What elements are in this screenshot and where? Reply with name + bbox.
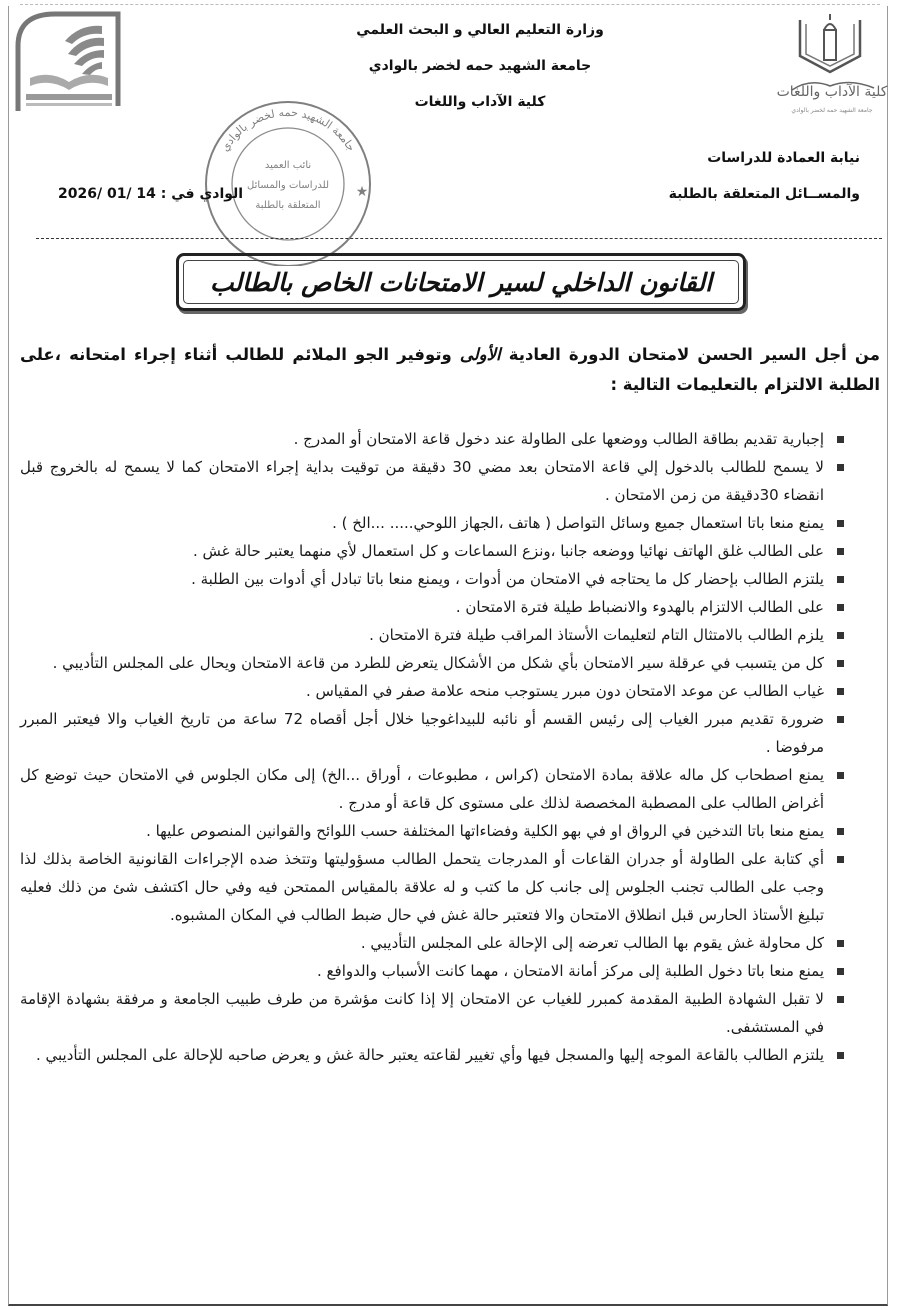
title-frame (176, 253, 746, 311)
intro-handwritten-word: الأولى (459, 345, 501, 364)
rule-item (20, 453, 852, 509)
header-separator (36, 238, 882, 239)
rule-text: أي كتابة على الطاولة أو جدران القاعات أو المدرجات يتحمل الطالب مسؤوليتها وتتخذ ضده الإجراءات القانونية الخاصة بذلك لذا وجب على الطالب تجنب الجلوس إلى جانب كل ما كتب و له علاقة بالمقياس الممتحن فيه وفي حال اكتشف شئ من ذلك فعليه تبليغ الأستاذ الحارس قبل انطلاق الامتحان والا فتعتبر حالة غش في حال ضبط الطالب في المكان المشبوه. (20, 850, 824, 924)
rule-text: كل من يتسبب في عرقلة سير الامتحان بأي شكل من الأشكال يتعرض للطرد من قاعة الامتحان ويحال على المجلس التأديبي . (52, 654, 824, 672)
faculty-logo-subcaption: جامعة الشهيد حمه لخضر بالوادي (791, 107, 873, 114)
rule-item (20, 845, 852, 929)
bullet-icon (837, 716, 844, 723)
rule-text: يمنع منعا باتا استعمال جميع وسائل التواصل ( هاتف ،الجهاز اللوحي..... ...الخ ) . (332, 514, 824, 532)
bullet-icon (837, 576, 844, 583)
rule-text: يمنع منعا باتا دخول الطلبة إلى مركز أمانة الامتحان ، مهما كانت الأسباب والدوافع . (317, 962, 824, 980)
bullet-icon (837, 464, 844, 471)
svg-text:جامعة الشهيد حمه لخضر بالوادي (218, 106, 358, 154)
date-line (58, 186, 243, 202)
rule-text: كل محاولة غش يقوم بها الطالب تعرضه إلى الإحالة على المجلس التأديبي . (360, 934, 824, 952)
university-logo-icon (10, 6, 128, 114)
faculty-name: كلية الآداب واللغات (414, 94, 546, 110)
bullet-icon (837, 688, 844, 695)
rule-text: على الطالب غلق الهاتف نهائيا ووضعه جانبا ،ونزع السماعات و كل استعمال لأي منهما يعتبر حالة غش . (193, 542, 824, 560)
bullet-icon (837, 632, 844, 639)
rule-text: يلتزم الطالب بإحضار كل ما يحتاجه في الامتحان من أدوات ، ويمنع منعا باتا تبادل أي أدوات بين الطلبة . (191, 570, 824, 588)
rule-text: يمنع منعا باتا التدخين في الرواق او في بهو الكلية وفضاءاتها المختلفة حسب اللوائح والقوانين المنصوص عليها . (146, 822, 824, 840)
rule-item (20, 593, 852, 621)
bullet-icon (837, 772, 844, 779)
rule-item (20, 985, 852, 1041)
rule-text: على الطالب الالتزام بالهدوء والانضباط طيلة فترة الامتحان . (455, 598, 824, 616)
faculty-logo (770, 8, 890, 120)
rule-item (20, 509, 852, 537)
university-name: جامعة الشهيد حمه لخضر بالوادي (368, 58, 592, 74)
intro-text-after: وتوفير الجو الملائم للطالب أثناء إجراء امتحانه ،على الطلبة الالتزام بالتعليمات التالية : (20, 345, 880, 394)
stamp-line-3: المتعلقة بالطلبة (255, 200, 321, 211)
rule-item (20, 929, 852, 957)
university-logo (10, 6, 128, 114)
ministry-name: وزارة التعليم العالي و البحث العلمي (356, 22, 604, 38)
date-label: الوادي في : (160, 186, 244, 202)
rule-item (20, 705, 852, 761)
rule-item (20, 677, 852, 705)
rule-item (20, 621, 852, 649)
rule-text: لا يسمح للطالب بالدخول إلي قاعة الامتحان بعد مضي 30 دقيقة من توقيت بداية إجراء الامتحان كما لا يسمح له بالخروج قبل انقضاء 30دقيقة من زمن الامتحان . (20, 458, 824, 504)
faculty-logo-caption: كلية الآداب واللغات (776, 84, 888, 100)
bullet-icon (837, 604, 844, 611)
stamp-line-1: نائب العميد (264, 160, 312, 171)
rule-item (20, 1041, 852, 1069)
bullet-icon (837, 436, 844, 443)
rule-item (20, 565, 852, 593)
rule-text: ضرورة تقديم مبرر الغياب إلى رئيس القسم أو نائبه للبيداغوجيا خلال أجل أقصاه 72 ساعة من تاريخ الغياب والا فيعتبر المبرر مرفوضا . (20, 710, 824, 756)
stamp-icon (196, 96, 380, 266)
rule-item (20, 817, 852, 845)
department-block (669, 148, 860, 220)
bullet-icon (837, 548, 844, 555)
rule-item (20, 957, 852, 985)
top-border (20, 4, 880, 5)
bullet-icon (837, 1052, 844, 1059)
document-title: القانون الداخلي لسير الامتحانات الخاص بالطالب (209, 267, 713, 297)
bullet-icon (837, 828, 844, 835)
rule-text: لا تقبل الشهادة الطبية المقدمة كمبرر للغياب عن الامتحان إلا إذا كانت مؤشرة من طرف طبيب الجامعة و مرفقة بشهادة الإقامة في المستشفى. (20, 990, 824, 1036)
rule-item (20, 761, 852, 817)
rule-item (20, 425, 852, 453)
intro-paragraph (20, 340, 880, 400)
department-line-1: نيابة العمادة للدراسات (707, 150, 860, 166)
date-value: 2026/ 01/ 14 (58, 186, 156, 202)
bullet-icon (837, 940, 844, 947)
department-line-2: والمســائل المتعلقة بالطلبة (668, 186, 860, 202)
bullet-icon (837, 996, 844, 1003)
stamp-outer-text: جامعة الشهيد حمه لخضر بالوادي (218, 105, 358, 154)
faculty-logo-icon (770, 8, 890, 120)
stamp-star-icon: ★ (355, 184, 369, 200)
bullet-icon (837, 968, 844, 975)
bullet-icon (837, 520, 844, 527)
rule-text: إجبارية تقديم بطاقة الطالب ووضعها على الطاولة عند دخول قاعة الامتحان أو المدرج . (293, 430, 824, 448)
bullet-icon (837, 856, 844, 863)
rule-text: يلتزم الطالب بالقاعة الموجه إليها والمسجل فيها وأي تغيير لقاعته يعتبر حالة غش و يعرض صاحبه للإحالة على المجلس التأديبي . (35, 1046, 824, 1064)
official-stamp (196, 96, 380, 266)
rule-item (20, 649, 852, 677)
rule-item (20, 537, 852, 565)
rule-text: يمنع اصطحاب كل ماله علاقة بمادة الامتحان (كراس ، مطبوعات ، أوراق ...الخ) إلى مكان الجلوس في الامتحان حيث توضع كل أغراض الطالب على المصطبة المخصصة لذلك على مستوى كل قاعة أو مدرج . (20, 766, 824, 812)
rules-list (20, 425, 852, 1069)
bullet-icon (837, 660, 844, 667)
rule-text: غياب الطالب عن موعد الامتحان دون مبرر يستوجب منحه علامة صفر في المقياس . (305, 682, 824, 700)
stamp-line-2: للدراسات والمسائل (247, 180, 329, 191)
intro-text-before: من أجل السير الحسن لامتحان الدورة العادية (508, 345, 880, 364)
rule-text: يلزم الطالب بالامتثال التام لتعليمات الأستاذ المراقب طيلة فترة الامتحان . (369, 626, 824, 644)
